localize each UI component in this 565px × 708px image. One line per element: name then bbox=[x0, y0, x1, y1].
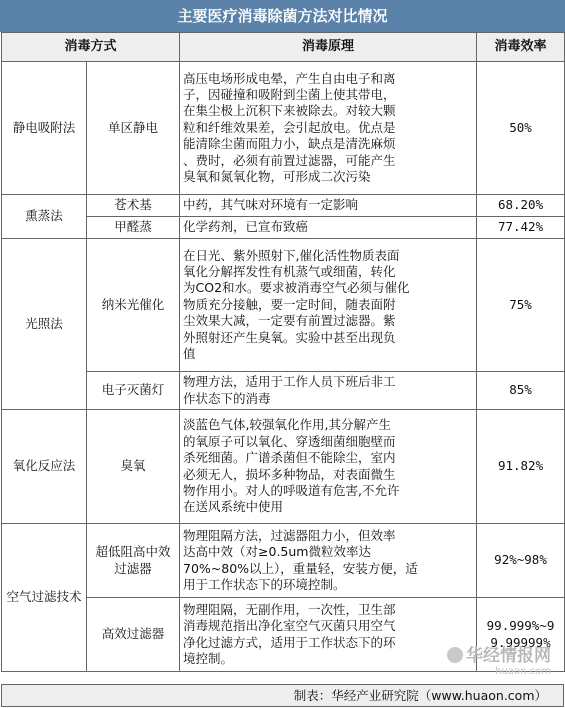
principle-line: 必须无人，损坏多种物品，对表面微生 bbox=[183, 466, 396, 482]
principle-line: 在日光、紫外照射下,催化活性物质表面 bbox=[183, 247, 400, 263]
efficiency-cell: 50% bbox=[477, 62, 565, 195]
principle-line: 高压电场形成电晕，产生自由电子和离 bbox=[183, 70, 396, 86]
category-cell: 静电吸附法 bbox=[2, 62, 87, 195]
principle-cell bbox=[180, 410, 477, 524]
principle-line: 淡蓝色气体,较强氧化作用,其分解产生 bbox=[183, 417, 391, 433]
principle-line: 外照射还产生臭氧。实验中甚至出现负 bbox=[183, 329, 396, 345]
category-cell: 熏蒸法 bbox=[2, 195, 87, 239]
principle-line: 能清除尘菌而阻力小，缺点是清洗麻烦 bbox=[183, 136, 396, 152]
efficiency-cell: 91.82% bbox=[477, 410, 565, 524]
efficiency-cell: 75% bbox=[477, 239, 565, 372]
principle-line: 臭氧和氮氧化物，可形成二次污染 bbox=[183, 169, 371, 185]
watermark-brand: 华经情报网 bbox=[466, 646, 551, 666]
header-row bbox=[2, 33, 565, 62]
principle-line: 达高中效（对≥0.5um微粒效率达 bbox=[183, 544, 371, 560]
method-cell: 苍术基 bbox=[87, 195, 180, 217]
method-cell: 高效过滤器 bbox=[87, 598, 180, 672]
table-row bbox=[2, 239, 565, 372]
category-cell: 空气过滤技术 bbox=[2, 524, 87, 672]
category-cell: 光照法 bbox=[2, 239, 87, 410]
logo-icon bbox=[447, 647, 463, 663]
header-principle: 消毒原理 bbox=[180, 33, 477, 62]
table-row bbox=[2, 410, 565, 524]
principle-cell bbox=[180, 372, 477, 410]
header-efficiency: 消毒效率 bbox=[477, 33, 565, 62]
principle-line: 粒和纤维效果差，会引起放电。优点是 bbox=[183, 119, 396, 135]
principle-line: 用于工作状态下的环境控制。 bbox=[183, 576, 346, 592]
principle-line: 氧化分解挥发性有机蒸气或细菌，转化 bbox=[183, 263, 396, 279]
table-row bbox=[2, 524, 565, 598]
efficiency-cell: 77.42% bbox=[477, 217, 565, 239]
principle-line: 的氧原子可以氧化、穿透细菌细胞壁而 bbox=[183, 433, 396, 449]
watermark bbox=[447, 646, 551, 677]
principle-cell bbox=[180, 62, 477, 195]
principle-cell bbox=[180, 239, 477, 372]
source-footer: 制表：华经产业研究院（www.huaon.com） bbox=[1, 684, 564, 707]
principle-line: 杀死细菌。广谱杀菌但不能除尘，室内 bbox=[183, 450, 396, 466]
principle-line: 消毒规范指出净化室空气灭菌只用空气 bbox=[183, 618, 396, 634]
principle-line: 物理阻隔方法，过滤器阻力小，但效率 bbox=[183, 527, 396, 543]
principle-line: 化学药剂，已宣布致癌 bbox=[183, 219, 309, 235]
principle-line: 子，因碰撞和吸附到尘菌上使其带电， bbox=[183, 86, 396, 102]
efficiency-cell: 85% bbox=[477, 372, 565, 410]
method-cell: 纳米光催化 bbox=[87, 239, 180, 372]
table-row bbox=[2, 195, 565, 217]
comparison-table bbox=[1, 32, 565, 672]
header-method: 消毒方式 bbox=[2, 33, 180, 62]
efficiency-cell: 68.20% bbox=[477, 195, 565, 217]
principle-line: 净化过滤方式，适用于工作状态下的环 bbox=[183, 634, 396, 650]
principle-line: 境控制。 bbox=[183, 650, 234, 666]
principle-line: 物理方法，适用于工作人员下班后非工 bbox=[183, 374, 396, 390]
principle-cell bbox=[180, 217, 477, 239]
principle-line: 尘效果大减，一定要有前置过滤器。紫 bbox=[183, 313, 396, 329]
principle-cell bbox=[180, 195, 477, 217]
method-cell: 臭氧 bbox=[87, 410, 180, 524]
table-title: 主要医疗消毒除菌方法对比情况 bbox=[0, 0, 565, 32]
category-cell: 氧化反应法 bbox=[2, 410, 87, 524]
table-row bbox=[2, 62, 565, 195]
principle-line: 物作用小。对人的呼吸道有危害,不允许 bbox=[183, 482, 400, 498]
principle-line: 物质充分接触，要一定时间，随表面附 bbox=[183, 296, 396, 312]
principle-line: 在送风系统中使用 bbox=[183, 499, 284, 515]
table-row bbox=[2, 217, 565, 239]
principle-line: 中药，其气味对环境有一定影响 bbox=[183, 197, 359, 213]
principle-line: 70%~80%以上），重量轻，安装方便，适 bbox=[183, 560, 418, 576]
principle-line: 作状态下的消毒 bbox=[183, 390, 271, 406]
principle-line: 值 bbox=[183, 346, 196, 362]
method-cell: 电子灭菌灯 bbox=[87, 372, 180, 410]
table-row bbox=[2, 372, 565, 410]
principle-cell bbox=[180, 598, 477, 672]
watermark-url: huaon.com bbox=[495, 666, 551, 677]
principle-line: 为CO2和水。要求被消毒空气必须与催化 bbox=[183, 280, 410, 296]
principle-line: 、费时，必须有前置过滤器，可能产生 bbox=[183, 152, 396, 168]
principle-line: 物理阻隔，无副作用，一次性，卫生部 bbox=[183, 601, 396, 617]
method-cell: 甲醛蒸 bbox=[87, 217, 180, 239]
principle-line: 在集尘极上沉积下来被除去。对较大颗 bbox=[183, 103, 396, 119]
efficiency-cell: 99.999%~99.99999% bbox=[477, 598, 565, 672]
method-cell: 超低阻高中效过滤器 bbox=[87, 524, 180, 598]
method-cell: 单区静电 bbox=[87, 62, 180, 195]
efficiency-cell: 92%~98% bbox=[477, 524, 565, 598]
principle-cell bbox=[180, 524, 477, 598]
